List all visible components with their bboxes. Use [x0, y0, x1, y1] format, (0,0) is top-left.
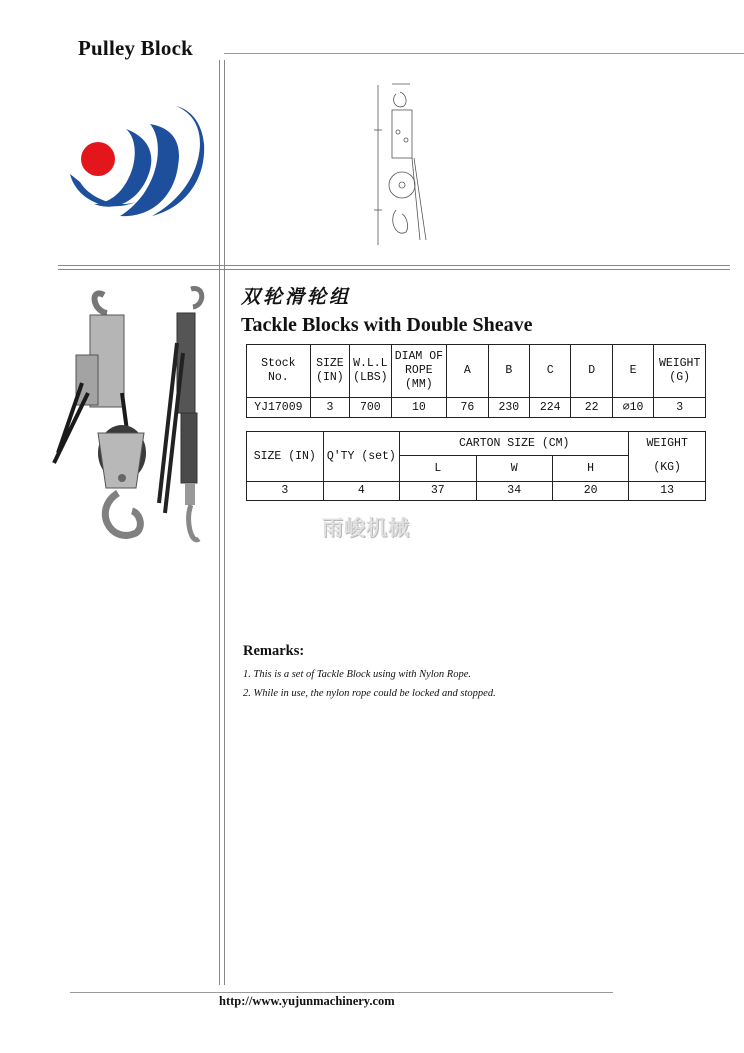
vertical-divider [219, 60, 225, 985]
col-header-size-in: SIZE (IN) [247, 432, 324, 482]
col-header-c: C [530, 345, 571, 398]
product-photo-side [155, 283, 217, 548]
watermark: 雨峻机械 [322, 516, 410, 540]
col-header-h: H [552, 456, 628, 482]
technical-drawing [366, 80, 436, 250]
product-title-english: Tackle Blocks with Double Sheave [241, 314, 533, 336]
col-header-e: E [612, 345, 653, 398]
page-title: Pulley Block [78, 36, 193, 60]
col-header-w: W [476, 456, 552, 482]
footer-url-link[interactable]: http://www.yujunmachinery.com [219, 994, 395, 1008]
cell-carton-size: 3 [247, 482, 324, 501]
weight-unit: (KG) [629, 456, 706, 482]
product-photo-front [52, 283, 152, 548]
col-header-weight-kg: WEIGHT [629, 432, 706, 456]
cell-carton-h: 20 [552, 482, 628, 501]
col-header-a: A [447, 345, 488, 398]
footer-divider [70, 992, 613, 993]
cell-e: ⌀10 [612, 398, 653, 418]
cell-carton-weight: 13 [629, 482, 706, 501]
cell-wll: 700 [350, 398, 391, 418]
cell-d: 22 [571, 398, 612, 418]
col-header-stock-no: Stock No. [247, 345, 311, 398]
cell-carton-l: 37 [400, 482, 476, 501]
header-divider [224, 53, 744, 54]
company-logo [66, 104, 206, 224]
carton-table [246, 431, 706, 501]
cell-b: 230 [488, 398, 529, 418]
spec-table [246, 344, 706, 418]
cell-c: 224 [530, 398, 571, 418]
cell-weight: 3 [654, 398, 706, 418]
cell-size: 3 [310, 398, 349, 418]
cell-rope-diameter: 10 [391, 398, 447, 418]
col-header-rope-diameter: DIAM OF ROPE (MM) [391, 345, 447, 398]
remark-item: 1. This is a set of Tackle Block using with Nylon Rope. [243, 669, 471, 680]
col-header-size: SIZE (IN) [310, 345, 349, 398]
remark-item: 2. While in use, the nylon rope could be locked and stopped. [243, 688, 496, 699]
cell-carton-qty: 4 [323, 482, 400, 501]
product-title-chinese: 双轮滑轮组 [241, 286, 352, 308]
col-header-d: D [571, 345, 612, 398]
cell-stock-no: YJ17009 [247, 398, 311, 418]
cell-carton-w: 34 [476, 482, 552, 501]
col-header-carton-size: CARTON SIZE (CM) [400, 432, 629, 456]
col-header-b: B [488, 345, 529, 398]
section-divider [58, 265, 730, 270]
col-header-l: L [400, 456, 476, 482]
cell-a: 76 [447, 398, 488, 418]
remarks-heading: Remarks: [243, 643, 305, 659]
col-header-wll: W.L.L (LBS) [350, 345, 391, 398]
col-header-qty: Q'TY (set) [323, 432, 400, 482]
col-header-weight: WEIGHT (G) [654, 345, 706, 398]
